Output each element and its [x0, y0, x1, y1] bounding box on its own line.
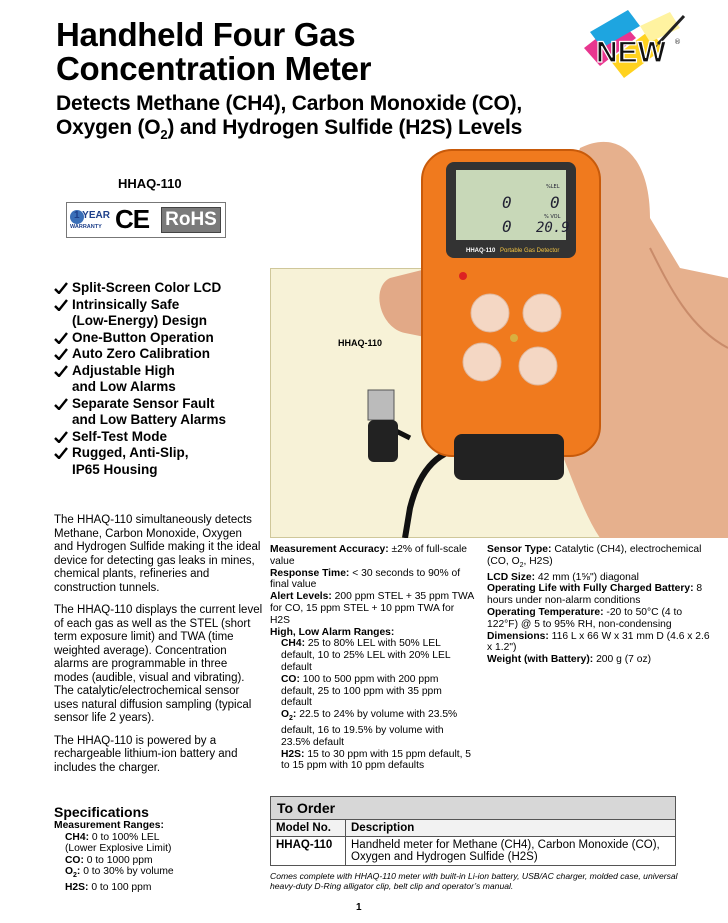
feature-line: Intrinsically Safe	[72, 296, 180, 312]
feature-item	[54, 363, 226, 396]
spec-value: 0 to 100 ppm	[88, 882, 152, 894]
sensor-port-icon	[519, 347, 557, 385]
checkmark-icon	[54, 282, 68, 294]
warranty-top-text: 1 YEAR	[74, 210, 110, 221]
alarm-led-icon	[459, 272, 467, 280]
spec-label: Weight (with Battery):	[487, 654, 594, 666]
spec-value: 22.5 to 24% by volume with 23.5% default, 16 to 19.5% by volume with 23.5% default	[281, 709, 458, 748]
product-description	[54, 514, 264, 784]
spec-value: 8 hours under non-alarm conditions	[487, 583, 703, 607]
range-h2s	[54, 882, 174, 894]
title-line-2: Concentration Meter	[56, 50, 372, 87]
title-line-1: Handheld Four Gas	[56, 16, 356, 53]
page-title	[56, 18, 371, 86]
feature-item	[54, 297, 226, 330]
warranty-bottom-text: WARRANTY	[70, 224, 102, 230]
svg-text:®: ®	[674, 38, 681, 46]
product-photo	[350, 128, 728, 538]
feature-list	[54, 280, 226, 478]
warranty-icon	[70, 206, 110, 233]
spec-value: ±2% of full-scale value	[270, 544, 467, 567]
spec-ch4-range	[270, 638, 475, 673]
checkmark-icon	[54, 299, 68, 311]
column-header-description: Description	[346, 820, 676, 837]
ce-mark-icon: CE	[115, 204, 150, 234]
feature-item	[54, 396, 226, 429]
sensor-port-icon	[471, 294, 509, 332]
button-icon	[510, 334, 518, 342]
page-number: 1	[356, 902, 362, 913]
order-title: To Order	[271, 797, 676, 820]
spec-sensor: Sensor Type: Catalytic (CH4), electrochemical (CO, $O_2$, H2S)	[487, 544, 702, 569]
spec-label: O	[281, 709, 290, 721]
ranges-heading: Measurement Ranges:	[54, 820, 164, 831]
description-paragraph: The HHAQ-110 simultaneously detects Methane, Carbon Monoxide, Oxygen and Hydrogen Sulfide making it the ideal device for detecting gas leaks in mines, chemical plants, refineries and construction tunnels.	[54, 514, 261, 594]
spec-o2-range: $O_2$: 22.5 to 24% by volume with 23.5% default, 16 to 19.5% by volume with 23.5% default	[281, 709, 458, 748]
checkmark-icon	[54, 431, 68, 443]
column-header-model: Model No.	[271, 820, 346, 837]
subtitle-subscript: 2	[160, 127, 168, 143]
subtitle-line-1: Detects Methane (CH4), Carbon Monoxide (CO),	[56, 92, 523, 115]
spec-label: Operating Life with Fully Charged Battery:	[487, 583, 694, 595]
checkmark-icon	[54, 365, 68, 377]
feature-line: Split-Screen Color LCD	[72, 280, 222, 295]
spec-label: Measurement Accuracy:	[270, 544, 389, 555]
specs-column-3	[487, 544, 712, 666]
sensor-port-icon	[523, 294, 561, 332]
subtitle-part: Oxygen (O	[56, 116, 161, 139]
feature-item	[54, 346, 226, 363]
feature-item	[54, 330, 226, 347]
rohs-icon: RoHS	[161, 207, 221, 233]
description-cell: Handheld meter for Methane (CH4), Carbon Monoxide (CO), Oxygen and Hydrogen Sulfide (H2S)	[346, 837, 676, 866]
spec-label: CH4:	[65, 831, 90, 843]
spec-label: CO:	[65, 854, 84, 866]
spec-value: 0 to 1000 ppm	[83, 854, 153, 866]
spec-value: 116 L x 66 W x 31 mm D (4.6 x 2.6 x 1.2")	[487, 630, 710, 654]
order-table	[270, 796, 676, 866]
specifications-block	[54, 820, 174, 894]
spec-label: O	[65, 866, 74, 878]
spec-response	[270, 568, 475, 592]
checkmark-icon	[54, 348, 68, 360]
lcd-value: 0	[502, 217, 512, 236]
feature-line: Separate Sensor Fault	[72, 395, 215, 411]
lcd-value: 20.9	[536, 220, 570, 236]
feature-item	[54, 429, 226, 446]
alligator-clip-icon	[454, 434, 564, 480]
spec-value: 100 to 500 ppm with 200 ppm default, 25 to 100 ppm with 35 ppm default	[281, 673, 442, 709]
spec-value: < 30 seconds to 90% of final value	[270, 567, 461, 591]
spec-label: Dimensions:	[487, 630, 549, 642]
spec-life	[487, 583, 712, 607]
spec-label: :	[292, 709, 297, 721]
spec-value: 0 to 100% LEL	[89, 831, 160, 843]
range-co	[54, 855, 174, 867]
feature-line: Adjustable High	[72, 362, 175, 378]
feature-item	[54, 445, 226, 478]
spec-label: Response Time:	[270, 567, 350, 579]
feature-line: (Low-Energy) Design	[72, 313, 208, 328]
spec-label: H2S:	[281, 748, 305, 760]
spec-value: 200 g (7 oz)	[593, 654, 652, 666]
range-ch4	[54, 832, 174, 844]
specifications-heading: Specifications	[54, 804, 149, 820]
spec-value: 0 to 30% by volume	[80, 866, 174, 878]
spec-lcd	[487, 572, 712, 584]
feature-line: Self-Test Mode	[72, 428, 168, 444]
feature-line: and Low Alarms	[72, 379, 176, 394]
checkmark-icon	[54, 447, 68, 459]
sensor-port-icon	[463, 343, 501, 381]
spec-value: -20 to 50°C (4 to 122°F) @ 5 to 95% RH, non-condensing	[487, 607, 683, 630]
lcd-unit: %LEL	[546, 184, 560, 190]
spec-ranges-heading: High, Low Alarm Ranges:	[270, 626, 395, 638]
spec-h2s-range	[270, 749, 475, 773]
feature-line: Auto Zero Calibration	[72, 346, 210, 361]
lcd-value: 0	[550, 193, 560, 212]
checkmark-icon	[54, 398, 68, 410]
spec-label: Sensor Type:	[487, 544, 552, 555]
description-paragraph: The HHAQ-110 displays the current level of each gas as well as the STEL (short term exposure limit) and TWA (time weighted average). Concentration alarms are programmable in three modes (audible, visual and vibrating). The catalytic/electrochemical sensor uses natural diffusion sampling (typical sensor life 2 years).	[54, 604, 263, 724]
spec-value: 25 to 80% LEL with 50% LEL default, 10 to 25% LEL with 20% LEL default	[281, 638, 451, 673]
spec-temp	[487, 607, 712, 631]
range-ch4-note: (Lower Explosive Limit)	[65, 843, 172, 855]
spec-label: LCD Size:	[487, 571, 536, 583]
spec-weight	[487, 654, 712, 666]
feature-line: IP65 Housing	[72, 461, 158, 477]
spec-value: 200 ppm STEL + 35 ppm TWA for CO, 15 ppm STEL + 10 ppm TWA for H2S	[270, 591, 474, 626]
description-paragraph: The HHAQ-110 is powered by a rechargeable lithium-ion battery and includes the charger.	[54, 734, 238, 774]
table-row	[271, 837, 676, 866]
spec-value: 15 to 30 ppm with 15 ppm default, 5 to 15 ppm with 10 ppm defaults	[281, 748, 472, 772]
spec-co-range	[270, 674, 475, 709]
subtitle-part: ) and Hydrogen Sulfide (H2S) Levels	[167, 116, 523, 139]
spec-dimensions	[487, 631, 712, 655]
spec-value: 42 mm (1⅝") diagonal	[535, 571, 639, 583]
usb-plug-icon	[368, 390, 394, 420]
feature-item	[54, 280, 226, 297]
spec-label: Alert Levels:	[270, 591, 332, 603]
lcd-unit: % VOL	[544, 214, 561, 220]
feature-line: Rugged, Anti-Slip,	[72, 445, 189, 460]
spec-value: Catalytic (CH4), electrochemical (CO, O	[487, 544, 702, 567]
spec-value: , H2S)	[523, 555, 553, 567]
model-label: HHAQ-110	[118, 176, 182, 191]
order-note: Comes complete with HHAQ-110 meter with built-in Li-ion battery, USB/AC charger, molded case, universal heavy-duty D-Ring alligator clip, belt clip and operator’s manual.	[270, 871, 678, 891]
feature-line: One-Button Operation	[72, 329, 214, 345]
spec-label: CO:	[281, 673, 300, 685]
spec-accuracy	[270, 544, 475, 568]
new-badge-text: NEW	[596, 36, 666, 69]
new-badge	[580, 8, 692, 82]
spec-label: H2S:	[65, 882, 89, 894]
feature-line: and Low Battery Alarms	[72, 412, 227, 427]
checkmark-icon	[54, 332, 68, 344]
spec-label: Operating Temperature:	[487, 607, 604, 619]
model-cell: HHAQ-110	[271, 837, 346, 866]
device-label: HHAQ-110	[466, 248, 496, 254]
lcd-value: 0	[502, 193, 512, 212]
spec-label: :	[76, 866, 81, 878]
specs-column-2	[270, 544, 475, 772]
photo-label: HHAQ-110	[338, 338, 383, 348]
spec-label: CH4:	[281, 638, 306, 650]
certification-badges	[66, 202, 226, 238]
range-o2: $O_2$: 0 to 30% by volume	[65, 866, 174, 880]
spec-alert	[270, 591, 475, 626]
device-subtitle: Portable Gas Detector	[500, 248, 560, 254]
